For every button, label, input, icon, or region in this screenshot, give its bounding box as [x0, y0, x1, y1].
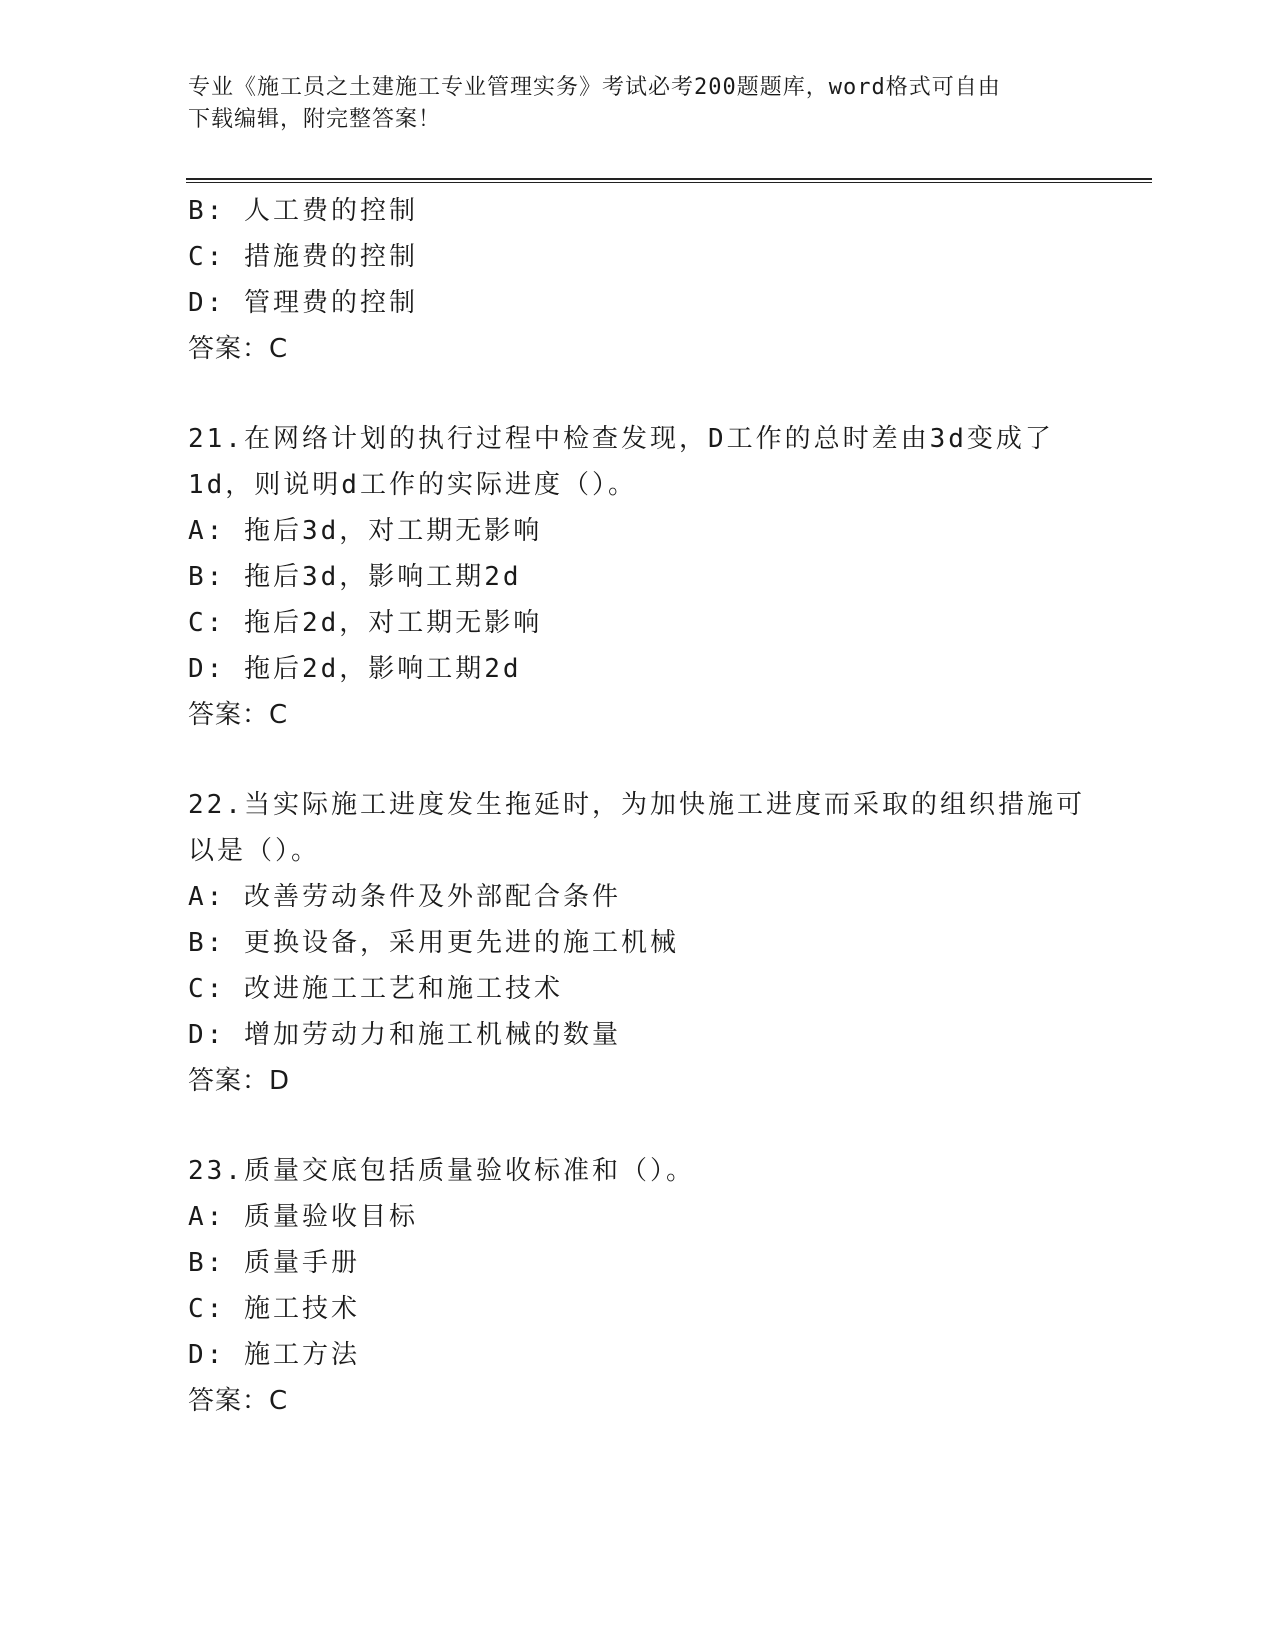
partial-question [188, 188, 1088, 372]
option-d: D: 管理费的控制 [188, 288, 418, 318]
question-title-line-1: 21.在网络计划的执行过程中检查发现，D工作的总时差由3d变成了 [188, 424, 1054, 454]
option-a: A: 拖后3d，对工期无影响 [188, 516, 543, 546]
option-b: B: 人工费的控制 [188, 196, 418, 226]
question-title-line-1: 22.当实际施工进度发生拖延时，为加快施工进度而采取的组织措施可 [188, 790, 1085, 820]
option-a: A: 改善劳动条件及外部配合条件 [188, 882, 621, 912]
option-c: C: 拖后2d，对工期无影响 [188, 608, 543, 638]
option-c: C: 施工技术 [188, 1294, 360, 1324]
answer-line: 答案：C [188, 1386, 289, 1416]
question-title-line-2: 以是（）。 [188, 836, 321, 866]
option-b: B: 质量手册 [188, 1248, 360, 1278]
header-divider [186, 178, 1152, 183]
question-21 [188, 416, 1088, 738]
document-body [188, 188, 1088, 1424]
question-23 [188, 1148, 1088, 1424]
option-a: A: 质量验收目标 [188, 1202, 418, 1232]
header-line-2: 下载编辑，附完整答案！ [188, 107, 442, 132]
spacer [188, 372, 1088, 416]
question-title-line-1: 23.质量交底包括质量验收标准和（）。 [188, 1156, 695, 1186]
question-22 [188, 782, 1088, 1104]
spacer [188, 738, 1088, 782]
option-b: B: 拖后3d，影响工期2d [188, 562, 522, 592]
answer-line: 答案：D [188, 1066, 291, 1096]
page-header [188, 72, 1088, 136]
answer-line: 答案：C [188, 334, 289, 364]
header-line-1: 专业《施工员之土建施工专业管理实务》考试必考200题题库，word格式可自由 [188, 75, 1001, 100]
option-d: D: 拖后2d，影响工期2d [188, 654, 522, 684]
option-d: D: 施工方法 [188, 1340, 360, 1370]
question-title-line-2: 1d，则说明d工作的实际进度（）。 [188, 470, 637, 500]
option-b: B: 更换设备，采用更先进的施工机械 [188, 928, 679, 958]
answer-line: 答案：C [188, 700, 289, 730]
option-d: D: 增加劳动力和施工机械的数量 [188, 1020, 621, 1050]
option-c: C: 改进施工工艺和施工技术 [188, 974, 563, 1004]
spacer [188, 1104, 1088, 1148]
option-c: C: 措施费的控制 [188, 242, 418, 272]
